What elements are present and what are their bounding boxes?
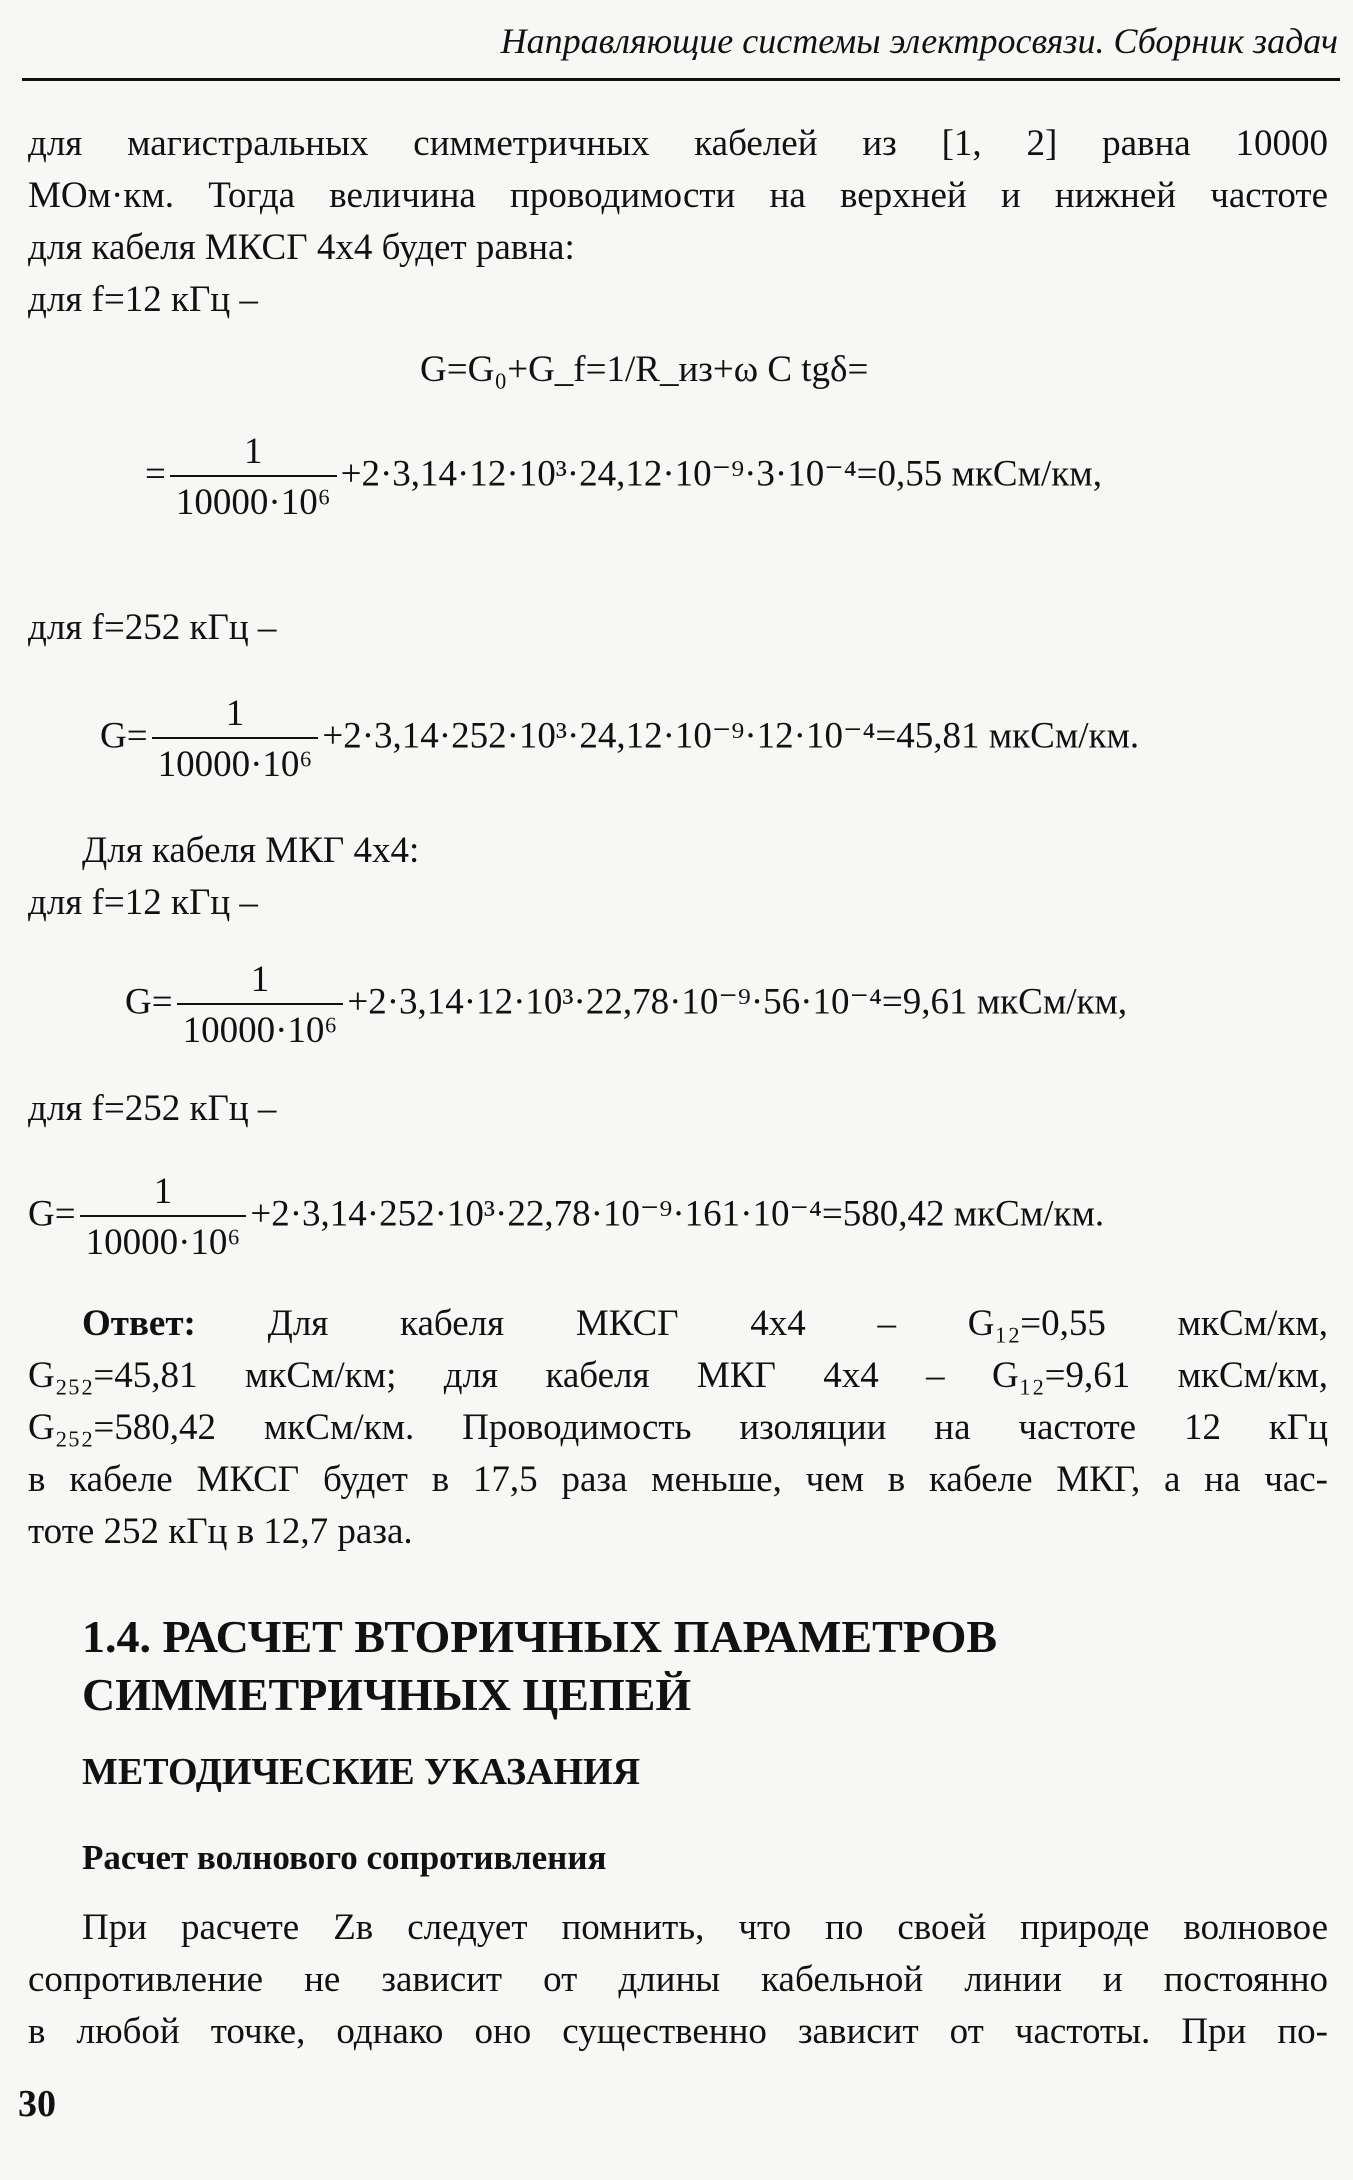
section-title-line-1: 1.4. РАСЧЕТ ВТОРИЧНЫХ ПАРАМЕТРОВ [82,1611,998,1662]
formula-rest: +2·3,14·12·10³·24,12·10⁻⁹·3·10⁻⁴=0,55 мкСм/км, [340,453,1102,495]
denominator: 10000·10⁶ [175,482,331,523]
formula-general: G=G₀+G_f=1/R_из+ω C tgδ= [420,349,869,390]
running-title: Направляющие системы электросвязи. Сборник задач [500,21,1338,61]
label-f252-mksg: для f=252 кГц – [28,607,277,648]
header-rule [22,78,1340,81]
numerator: 1 [170,430,337,477]
denominator: 10000·10⁶ [85,1222,241,1263]
answer-line-1 [82,1298,1328,1350]
formula-mksg-252 [100,692,1139,786]
intro-line-2: МОм·км. Тогда величина проводимости на верхней и нижней частоте [28,175,1328,216]
numerator: 1 [80,1170,247,1217]
intro-line-3: для кабеля МКСГ 4х4 будет равна: [28,227,575,268]
section-subtitle: МЕТОДИЧЕСКИЕ УКАЗАНИЯ [82,1751,641,1793]
closing-line-3: в любой точке, однако оно существенно зависит от частоты. При по- [28,2011,1328,2052]
formula-prefix: G= [100,715,148,757]
closing-line-1: При расчете Zв следует помнить, что по своей природе волновое [82,1907,1328,1948]
section-title-line-2: СИММЕТРИЧНЫХ ЦЕПЕЙ [82,1669,692,1720]
formula-rest: +2·3,14·252·10³·24,12·10⁻⁹·12·10⁻⁴=45,81 мкСм/км. [322,715,1140,757]
answer-line-2: G₂₅₂=45,81 мкСм/км; для кабеля МКГ 4х4 – G₁₂=9,61 мкСм/км, [28,1355,1328,1396]
formula-rest: +2·3,14·12·10³·22,78·10⁻⁹·56·10⁻⁴=9,61 мкСм/км, [347,981,1128,1023]
answer-line-5: тоте 252 кГц в 12,7 раза. [28,1511,413,1552]
answer-line-3: G₂₅₂=580,42 мкСм/км. Проводимость изоляции на частоте 12 кГц [28,1407,1328,1448]
section-subsubtitle: Расчет волнового сопротивления [82,1838,607,1877]
page-number: 30 [18,2083,56,2125]
numerator: 1 [177,958,344,1005]
answer-line-4: в кабеле МКСГ будет в 17,5 раза меньше, чем в кабеле МКГ, а на час- [28,1459,1328,1500]
mkg-intro: Для кабеля МКГ 4х4: [82,830,420,871]
closing-line-2: сопротивление не зависит от длины кабельной линии и постоянно [28,1959,1328,2000]
answer-label: Ответ: [82,1303,196,1344]
label-f12-mksg: для f=12 кГц – [28,279,258,320]
label-f252-mkg: для f=252 кГц – [28,1088,277,1129]
answer-text-1: Для кабеля МКСГ 4х4 – G₁₂=0,55 мкСм/км, [267,1303,1328,1344]
fraction [177,958,344,1052]
denominator: 10000·10⁶ [182,1010,338,1051]
formula-prefix: G= [28,1193,76,1235]
label-f12-mkg: для f=12 кГц – [28,882,258,923]
numerator: 1 [152,692,319,739]
formula-mksg-12 [145,430,1102,524]
formula-prefix: = [145,453,166,495]
formula-prefix: G= [125,981,173,1023]
fraction [152,692,319,786]
formula-rest: +2·3,14·252·10³·22,78·10⁻⁹·161·10⁻⁴=580,42 мкСм/км. [250,1193,1105,1235]
formula-mkg-252 [28,1170,1104,1264]
fraction [80,1170,247,1264]
denominator: 10000·10⁶ [157,744,313,785]
formula-mkg-12 [125,958,1127,1052]
intro-line-1: для магистральных симметричных кабелей из [1, 2] равна 10000 [28,123,1328,164]
fraction [170,430,337,524]
